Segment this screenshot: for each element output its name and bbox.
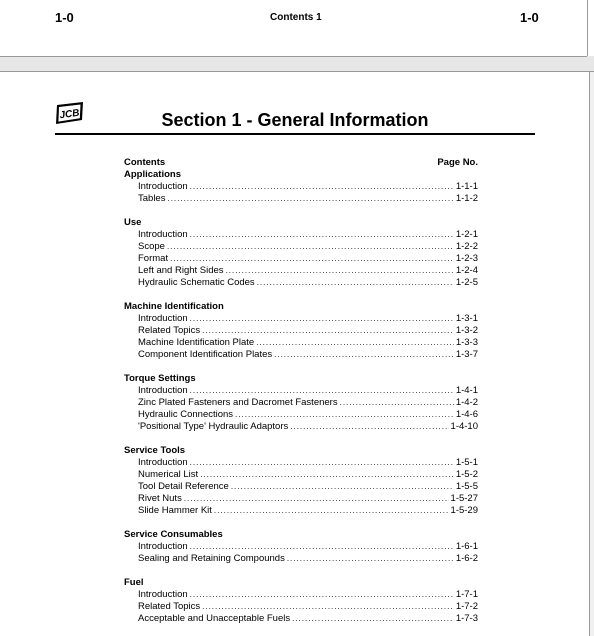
viewer-scroll-gutter[interactable] (589, 72, 594, 636)
toc-entry-title: 'Positional Type' Hydraulic Adaptors (138, 421, 289, 432)
toc-group-title: Service Tools (124, 445, 186, 456)
dot-leader (190, 229, 454, 241)
dot-leader (287, 553, 454, 565)
toc-group-fuel (124, 577, 478, 625)
toc-entry[interactable] (124, 541, 478, 553)
dot-leader (167, 193, 453, 205)
toc-group-service-tools (124, 445, 478, 517)
dot-leader (200, 469, 454, 481)
toc-entry[interactable] (124, 589, 478, 601)
toc-group-use (124, 217, 478, 289)
toc-entry-title: Introduction (138, 229, 188, 240)
toc-entry[interactable] (124, 385, 478, 397)
toc-entry[interactable] (124, 457, 478, 469)
toc-entry-title: Related Topics (138, 325, 201, 336)
toc-group-title: Use (124, 217, 142, 228)
previous-page-edge (587, 0, 588, 57)
dot-leader (214, 505, 449, 517)
toc-entry-title: Tool Detail Reference (138, 481, 229, 492)
contents-label: Contents (124, 157, 166, 168)
page-gap (0, 56, 594, 72)
group-spacer (124, 205, 478, 217)
toc-entry[interactable] (124, 493, 478, 505)
toc-entry-page: 1-2-4 (455, 265, 478, 276)
toc-entry-title: Sealing and Retaining Compounds (138, 553, 285, 564)
toc-entry-page: 1-7-1 (455, 589, 478, 600)
dot-leader (202, 325, 454, 337)
dot-leader (226, 265, 454, 277)
toc-entry-page: 1-3-2 (455, 325, 478, 336)
toc-group-title: Torque Settings (124, 373, 196, 384)
toc-entry[interactable] (124, 553, 478, 565)
toc-entry-title: Hydraulic Schematic Codes (138, 277, 255, 288)
toc-entry-page: 1-6-1 (455, 541, 478, 552)
group-spacer (124, 517, 478, 529)
toc-entry-page: 1-2-5 (455, 277, 478, 288)
toc-entry[interactable] (124, 265, 478, 277)
toc-entry-title: Slide Hammer Kit (138, 505, 212, 516)
toc-group-applications (124, 169, 478, 205)
dot-leader (340, 397, 454, 409)
toc-entry-page: 1-7-2 (455, 601, 478, 612)
toc-entry-page: 1-7-3 (455, 613, 478, 624)
toc-entry[interactable] (124, 421, 478, 433)
dot-leader (190, 589, 454, 601)
group-spacer (124, 433, 478, 445)
dot-leader (235, 409, 454, 421)
toc-entry[interactable] (124, 313, 478, 325)
page-gap-border-bottom (0, 71, 594, 72)
toc-entry-page: 1-6-2 (455, 553, 478, 564)
group-spacer (124, 361, 478, 373)
toc-entry-title: Machine Identification Plate (138, 337, 255, 348)
toc-entry[interactable] (124, 325, 478, 337)
dot-leader (292, 613, 454, 625)
toc-group-title: Machine Identification (124, 301, 224, 312)
toc-entry-page: 1-3-1 (455, 313, 478, 324)
dot-leader (256, 337, 454, 349)
previous-page-header-left: 1-0 (55, 10, 74, 25)
toc-entry-title: Numerical List (138, 469, 199, 480)
toc-entry-title: Acceptable and Unacceptable Fuels (138, 613, 291, 624)
group-spacer (124, 565, 478, 577)
toc-group-title: Applications (124, 169, 182, 180)
toc-entry-title: Scope (138, 241, 165, 252)
toc-entry-title: Introduction (138, 313, 188, 324)
toc-entry-title: Left and Right Sides (138, 265, 224, 276)
table-of-contents (124, 157, 478, 625)
dot-leader (231, 481, 454, 493)
dot-leader (190, 457, 454, 469)
group-spacer (124, 289, 478, 301)
page-gap-border-top (0, 56, 587, 57)
toc-entry-page: 1-2-1 (455, 229, 478, 240)
toc-entry-title: Format (138, 253, 169, 264)
toc-entry-page: 1-5-5 (455, 481, 478, 492)
dot-leader (274, 349, 454, 361)
dot-leader (184, 493, 449, 505)
toc-entry-page: 1-5-27 (450, 493, 478, 504)
toc-entry-page: 1-1-2 (455, 193, 478, 204)
dot-leader (202, 601, 454, 613)
jcb-logo-icon (53, 101, 86, 125)
dot-leader (167, 241, 454, 253)
toc-entry-page: 1-2-2 (455, 241, 478, 252)
dot-leader (290, 421, 448, 433)
toc-entry-title: Introduction (138, 541, 188, 552)
dot-leader (190, 313, 454, 325)
page-number-label: Page No. (437, 157, 478, 168)
toc-group-torque-settings (124, 373, 478, 433)
toc-entry-page: 1-3-3 (455, 337, 478, 348)
toc-group-title: Service Consumables (124, 529, 223, 540)
toc-entry[interactable] (124, 481, 478, 493)
previous-page-header-right: 1-0 (520, 10, 539, 25)
toc-entry[interactable] (124, 193, 478, 205)
toc-group-machine-identification (124, 301, 478, 361)
toc-group-service-consumables (124, 529, 478, 565)
toc-entry-page: 1-4-10 (450, 421, 478, 432)
section-title: Section 1 - General Information (161, 110, 429, 130)
toc-entry-title: Component Identification Plates (138, 349, 273, 360)
toc-entry-title: Zinc Plated Fasteners and Dacromet Fasteners (138, 397, 338, 408)
toc-entry[interactable] (124, 253, 478, 265)
title-rule (55, 133, 535, 135)
toc-entry-page: 1-5-1 (455, 457, 478, 468)
toc-entry-title: Introduction (138, 589, 188, 600)
dot-leader (190, 385, 454, 397)
toc-entry-title: Hydraulic Connections (138, 409, 234, 420)
toc-entry[interactable] (124, 409, 478, 421)
toc-entry[interactable] (124, 613, 478, 625)
dot-leader (190, 541, 454, 553)
toc-entry-page: 1-4-6 (455, 409, 478, 420)
dot-leader (170, 253, 454, 265)
toc-header (124, 157, 478, 169)
toc-entry[interactable] (124, 601, 478, 613)
toc-entry-title: Introduction (138, 181, 188, 192)
toc-entry[interactable] (124, 397, 478, 409)
toc-entry[interactable] (124, 349, 478, 361)
toc-entry[interactable] (124, 229, 478, 241)
toc-entry-page: 1-4-1 (455, 385, 478, 396)
toc-entry-title: Introduction (138, 385, 188, 396)
jcb-logo (53, 101, 86, 125)
toc-group-title: Fuel (124, 577, 144, 588)
toc-entry-page: 1-2-3 (455, 253, 478, 264)
toc-entry[interactable] (124, 241, 478, 253)
toc-entry-page: 1-5-29 (450, 505, 478, 516)
toc-groups (124, 169, 478, 625)
toc-entry[interactable] (124, 337, 478, 349)
toc-entry-page: 1-4-2 (455, 397, 478, 408)
toc-entry-page: 1-5-2 (455, 469, 478, 480)
toc-entry[interactable] (124, 181, 478, 193)
toc-entry-title: Related Topics (138, 601, 201, 612)
toc-entry-page: 1-3-7 (455, 349, 478, 360)
toc-entry[interactable] (124, 469, 478, 481)
previous-page-header-middle: Contents 1 (270, 12, 322, 23)
jcb-logo-text: JCB (58, 107, 81, 122)
toc-entry-title: Tables (138, 193, 166, 204)
toc-entry-title: Rivet Nuts (138, 493, 182, 504)
toc-entry-page: 1-1-1 (455, 181, 478, 192)
toc-entry-title: Introduction (138, 457, 188, 468)
toc-entry[interactable] (124, 505, 478, 517)
dot-leader (190, 181, 454, 193)
toc-entry[interactable] (124, 277, 478, 289)
dot-leader (257, 277, 454, 289)
